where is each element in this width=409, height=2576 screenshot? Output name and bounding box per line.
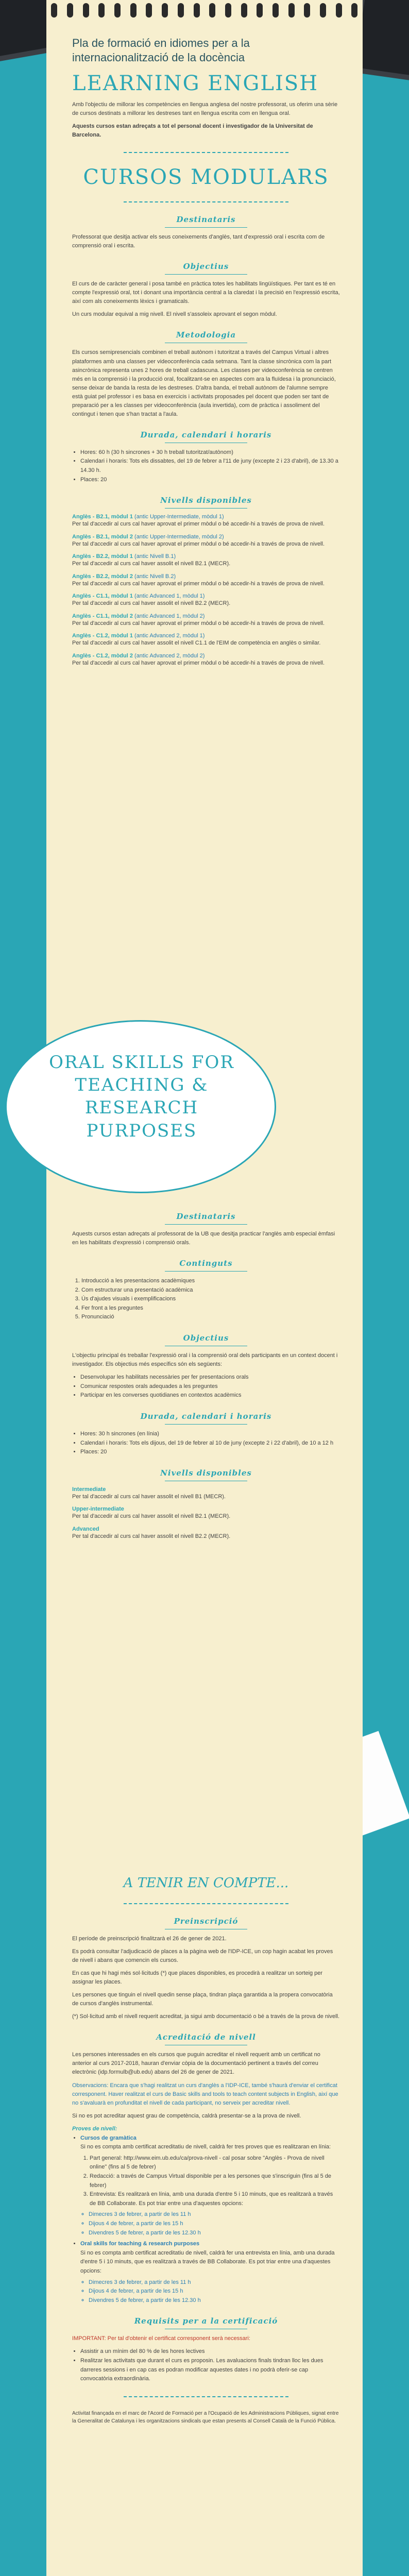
page-header-title: Pla de formació en idiomes per a la internacionalització de la docència bbox=[72, 37, 250, 64]
level-sub[interactable]: (antic Nivell B.2) bbox=[134, 573, 176, 580]
modular-obj-title: Objectius bbox=[183, 262, 229, 272]
level-desc: Per tal d'accedir al curs cal haver assolit el nivell B2.1 (MECR). bbox=[72, 561, 231, 567]
level-item bbox=[72, 534, 340, 549]
modular-obj-text1: El curs de de caràcter general i posa també en pràctica totes les habilitats lingüístiques. Per tant es té en compte l'expressió oral, tot i donant una importància central a la claredat i la precisió en l'expressió escrita, així com als coneixements lèxics i gramaticals. bbox=[72, 281, 340, 305]
heading-rule bbox=[165, 274, 247, 275]
level-item bbox=[72, 1486, 340, 1501]
level-desc: Per tal d'accedir al curs cal haver assolit el nivell C1.1 de l'EIM de competència en anglès o similar. bbox=[72, 640, 321, 647]
heading-rule bbox=[165, 227, 247, 228]
pre-text3: En cas que hi hagi més sol·licituds (*) que places disponibles, es procedirà a realitzar un sorteig per assignar les places. bbox=[72, 1970, 323, 1986]
proves-title: Proves de nivell: bbox=[72, 2125, 117, 2132]
pre-text4: Les persones que tinguin el nivell quedin sense plaça, tindran plaça garantida a la propera convocatòria de cursos d'anglès instrumental. bbox=[72, 1992, 333, 2007]
list-item: 5. Pronunciació bbox=[81, 1313, 340, 1322]
oral-dest-text: Aquests cursos estan adreçats al professorat de la UB que desitja practicar l'anglès amb especial èmfasi en les habilitats d'expressió i comprensió orals. bbox=[72, 1231, 335, 1246]
level-name: Anglès - B2.2, mòdul 2 bbox=[72, 573, 133, 580]
list-item: 3. Entrevista: Es realitzarà en línia, amb una durada d'entre 5 i 10 minuts, que es realitzarà a través de BB Collaborate. Es pot triar entre una d'aquestes opcions: bbox=[90, 2190, 340, 2208]
oral-dur-list bbox=[80, 1430, 340, 1457]
list-item: ◦ Dijous 4 de febrer, a partir de les 15 h bbox=[89, 2287, 340, 2296]
list-item: 2. Com estructurar una presentació acadèmica bbox=[81, 1286, 340, 1295]
level-item bbox=[72, 593, 340, 608]
level-name: Anglès - B2.1, mòdul 2 bbox=[72, 533, 133, 540]
modular-met-text: Els cursos semipresencials combinen el treball autònom i tutoritzat a través del Campus Virtual i altres plataformes amb una classes per videoconferència cada setmana. Tant la classe sincrònica com la part asincrònica representa unes 2 hores de treball cadascuna. Les classes per videoconferència se centren més en la comprensió i la producció oral, focalitzant-se en aspectes com ara la fluïdesa i la pronunciació, sense deixar de banda la resta de les destreses. D'altra banda, el treball autònom de l'alumne sempre està guiat pel professor i es basa en exercicis i activitats proposades pel docent que poden ser tant de preparació per a les classes per videoconferència (aula invertida), com de pràctica i assoliment del contingut i tenen que s'han tractat a l'aula. bbox=[72, 349, 336, 417]
level-desc: Per tal d'accedir al curs cal haver aprovat el primer mòdul o bé accedir-hi a través de prova de nivell. bbox=[72, 620, 325, 626]
cg-opts bbox=[89, 2210, 340, 2238]
heading-rule bbox=[165, 508, 247, 509]
level-name: Anglès - C1.2, mòdul 1 bbox=[72, 633, 133, 639]
level-name: Upper-intermediate bbox=[72, 1506, 124, 1513]
list-item: • Places: 20 bbox=[80, 1448, 340, 1457]
modular-title: CURSOS MODULARS bbox=[83, 165, 329, 190]
oral-dur-title: Durada, calendari i horaris bbox=[140, 1411, 272, 1421]
tenir-title: A TENIR EN COMPTE... bbox=[123, 1875, 289, 1891]
list-item: • Comunicar respostes orals adequades a les preguntes bbox=[80, 1382, 340, 1392]
heading-rule bbox=[165, 1271, 247, 1272]
list-item: ◦ Dimecres 3 de febrer, a partir de les 11 h bbox=[89, 2210, 340, 2219]
list-item bbox=[80, 2134, 340, 2238]
acc-text2: Observacions: Encara que s'hagi realitzat un curs d'anglès a l'IDP-ICE, també s'haurà d'enviar el certificat corresponent. Haver realitzat el curs de Basic skills and tools to teach content subjects in English, així que no s'avaluarà en profunditat el nivell de cada participant, no serveix per acreditar nivell. bbox=[72, 2082, 338, 2106]
level-sub[interactable]: (antic Advanced 1, mòdul 1) bbox=[134, 593, 205, 600]
list-item: 3. Ús d'ajudes visuals i exemplificacions bbox=[81, 1295, 340, 1304]
level-sub[interactable]: (antic Advanced 2, mòdul 2) bbox=[134, 652, 205, 659]
level-desc: Per tal d'accedir al curs cal haver assolit el nivell B1 (MECR). bbox=[72, 1493, 226, 1500]
separator bbox=[124, 2396, 288, 2397]
level-item bbox=[72, 1506, 340, 1521]
oral-obj-title: Objectius bbox=[183, 1333, 229, 1343]
list-item: • Hores: 60 h (30 h sincrones + 30 h treball tutoritzat/autònom) bbox=[80, 448, 340, 457]
modular-dur-title: Durada, calendari i horaris bbox=[140, 430, 272, 439]
level-desc: Per tal d'accedir al curs cal haver aprovat el primer mòdul o bé accedir-hi a través de prova de nivell. bbox=[72, 580, 325, 587]
pre-text2: Es podrà consultar l'adjudicació de places a la pàgina web de l'IDP-ICE, un cop hagin acabat les proves de nivell i abans que comencin els cursos. bbox=[72, 1948, 333, 1964]
heading-rule bbox=[165, 1424, 247, 1425]
oral-obj-text: L'objectiu principal és treballar l'expressió oral i la comprensió oral dels participants en un context docent i investigador. Els objectius més específics són els següents: bbox=[72, 1352, 338, 1368]
level-name: Anglès - C1.2, mòdul 2 bbox=[72, 652, 133, 659]
level-desc: Per tal d'accedir al curs cal haver aprovat el primer mòdul o bé accedir-hi a través de prova de nivell. bbox=[72, 659, 325, 666]
oral-cont-list bbox=[81, 1277, 340, 1322]
audience-text: Aquests cursos estan adreçats a tot el personal docent i investigador de la Universitat de Barcelona. bbox=[72, 123, 313, 139]
pre-text5: (*) Sol·licitud amb el nivell requerit acreditat, ja sigui amb documentació o bé a través de la prova de nivell. bbox=[72, 2013, 340, 2020]
os-opts bbox=[89, 2278, 340, 2306]
acc-text3: Si no es pot acreditar aquest grau de competència, caldrà presentar-se a la prova de nivell. bbox=[72, 2112, 301, 2119]
level-item bbox=[72, 633, 340, 648]
acc-title: Acreditació de nivell bbox=[156, 2032, 256, 2042]
modular-met-title: Metodologia bbox=[176, 330, 236, 340]
heading-rule bbox=[165, 1224, 247, 1225]
oral-obj-list bbox=[80, 1373, 340, 1400]
list-item: • Hores: 30 h sincrones (en línia) bbox=[80, 1430, 340, 1439]
level-item bbox=[72, 653, 340, 668]
pre-text1: El període de preinscripció finalitzarà el 26 de gener de 2021. bbox=[72, 1936, 227, 1942]
pre-title: Preinscripció bbox=[174, 1917, 238, 1926]
level-item bbox=[72, 613, 340, 628]
level-name: Intermediate bbox=[72, 1486, 106, 1493]
level-item bbox=[72, 514, 340, 529]
list-item: ◦ Dimecres 3 de febrer, a partir de les 11 h bbox=[89, 2278, 340, 2287]
req-text: IMPORTANT: Per tal d'obtenir el certificat corresponent serà necessari: bbox=[72, 2335, 250, 2342]
level-sub[interactable]: (antic Upper-Intermediate, mòdul 2) bbox=[134, 533, 224, 540]
modular-dest-text: Professorat que desitja activar els seus coneixements d'anglès, tant d'expressió oral i escrita com de comprensió oral i escrita. bbox=[72, 234, 325, 249]
separator bbox=[124, 201, 288, 202]
cg-title: Cursos de gramàtica bbox=[80, 2134, 137, 2141]
level-item bbox=[72, 1526, 340, 1541]
modular-obj-text2: Un curs modular equival a mig nivell. El nivell s'assoleix aprovant el segon mòdul. bbox=[72, 311, 277, 318]
level-desc: Per tal d'accedir al curs cal haver aprovat el primer mòdul o bé accedir-hi a través de prova de nivell. bbox=[72, 540, 325, 547]
oral-content bbox=[72, 1200, 340, 1540]
separator bbox=[124, 1903, 288, 1904]
level-name: Advanced bbox=[72, 1526, 99, 1532]
level-name: Anglès - C1.1, mòdul 1 bbox=[72, 593, 133, 600]
level-desc: Per tal d'accedir al curs cal haver assolit el nivell B2.2 (MECR). bbox=[72, 1533, 231, 1539]
level-name: Anglès - B2.2, mòdul 1 bbox=[72, 553, 133, 560]
binder-rings bbox=[46, 0, 363, 21]
proves-list bbox=[80, 2134, 340, 2306]
list-item: ◦ Dijous 4 de febrer, a partir de les 15 h bbox=[89, 2219, 340, 2229]
info-content bbox=[72, 1865, 340, 2430]
oral-lvl-title: Nivells disponibles bbox=[160, 1468, 252, 1478]
level-name: Anglès - C1.1, mòdul 2 bbox=[72, 613, 133, 619]
req-list bbox=[80, 2347, 340, 2383]
learning-english-title: LEARNING ENGLISH bbox=[72, 72, 319, 95]
list-item: ◦ Divendres 5 de febrer, a partir de les 12.30 h bbox=[89, 2229, 340, 2238]
level-sub[interactable]: (antic Upper-Intermediate, mòdul 1) bbox=[134, 514, 224, 520]
cg-steps bbox=[90, 2154, 340, 2209]
acc-text1: Les persones interessades en els cursos que puguin acreditar el nivell requerit amb un certificat no anterior al curs 2017-2018, hauran d'enviar còpia de la documentació pertinent a través del correu electrònic (idp.formulb@ub.edu) abans del 26 de gener de 2021. bbox=[72, 2052, 320, 2076]
list-item: • Assistir a un mínim del 80 % de les hores lectives bbox=[80, 2347, 340, 2357]
level-name: Anglès - B2.1, mòdul 1 bbox=[72, 514, 133, 520]
modular-dest-title: Destinataris bbox=[176, 215, 236, 225]
list-item: • Calendari i horaris: Tots els dijous, del 19 de febrer al 10 de juny (excepte 2 i 22 d'abril), de 10 a 12 h bbox=[80, 1439, 340, 1448]
list-item: 1. Introducció a les presentacions acadèmiques bbox=[81, 1277, 340, 1286]
list-item bbox=[80, 2240, 340, 2305]
os-text: Si no es compta amb certificat acreditatiu de nivell, caldrà fer una entrevista en línia, amb una durada d'entre 5 i 10 minuts, que es realitzarà a través de BB Collaborate. Es pot triar entre una d'aquestes opcions: bbox=[80, 2249, 335, 2275]
list-item: • Places: 20 bbox=[80, 476, 340, 485]
list-item: • Participar en les converses quotidianes en contextos acadèmics bbox=[80, 1391, 340, 1400]
list-item: 2. Redacció: a través de Campus Virtual disponible per a les persones que s'inscriguin (fins al 5 de febrer) bbox=[90, 2172, 340, 2190]
level-item bbox=[72, 573, 340, 588]
list-item: ◦ Divendres 5 de febrer, a partir de les 12.30 h bbox=[89, 2296, 340, 2306]
oral-dest-title: Destinataris bbox=[176, 1212, 236, 1221]
level-sub[interactable]: (antic Nivell B.1) bbox=[134, 553, 176, 560]
list-item[interactable]: 1. Part general: http://www.eim.ub.edu/ca/prova-nivell - cal posar sobre "Anglès - Prova de nivell online" (fins al 5 de febrer) bbox=[90, 2154, 340, 2172]
list-item: • Desenvolupar les habilitats necessàries per fer presentacions orals bbox=[80, 1373, 340, 1382]
modular-dur-list bbox=[80, 448, 340, 484]
level-sub[interactable]: (antic Advanced 1, mòdul 2) bbox=[134, 613, 205, 619]
footer-text: Activitat finançada en el marc de l'Acord de Formació per a l'Ocupació de les Administracions Públiques, signat entre la Generalitat de Catalunya i les organitzacions sindicals que estan presents al Consell Català de la Funció Pública. bbox=[72, 2410, 339, 2425]
modular-lvl-title: Nivells disponibles bbox=[160, 496, 252, 505]
level-desc: Per tal d'accedir al curs cal haver aprovat el primer mòdul o bé accedir-hi a través de prova de nivell. bbox=[72, 521, 325, 528]
separator bbox=[124, 152, 288, 153]
req-title: Requisits per a la certificació bbox=[134, 2316, 278, 2326]
level-desc: Per tal d'accedir al curs cal haver assolit el nivell B2.1 (MECR). bbox=[72, 1513, 231, 1520]
oral-cont-title: Continguts bbox=[179, 1259, 233, 1268]
cg-text: Si no es compta amb certificat acreditatiu de nivell, caldrà fer tres proves que es realitzaran en línia: bbox=[80, 2144, 331, 2150]
list-item: • Realitzar les activitats que durant el curs es proposin. Les avaluacions finals tindran lloc les dues darreres sessions i en cap cas es podran modificar aquestes dates i no podrà oferir-se cap convocatòria extraordinària. bbox=[80, 2357, 340, 2384]
list-item: • Calendari i horaris: Tots els dissabtes, del 19 de febrer a l'11 de juny (excepte 2 i 23 d'abril), de 13.30 a 14.30 h. bbox=[80, 457, 340, 475]
intro-text: Amb l'objectiu de millorar les competències en llengua anglesa del nostre professorat, us oferim una sèrie de cursos destinats a millorar les destreses tant en llengua escrita com en llengua oral. bbox=[72, 101, 338, 117]
os-title: Oral skills for teaching & research purposes bbox=[80, 2241, 200, 2247]
level-sub[interactable]: (antic Advanced 2, mòdul 1) bbox=[134, 633, 205, 639]
level-desc: Per tal d'accedir al curs cal haver assolit el nivell B2.2 (MECR). bbox=[72, 600, 231, 607]
list-item: 4. Fer front a les preguntes bbox=[81, 1304, 340, 1313]
level-item bbox=[72, 553, 340, 568]
main-content bbox=[72, 36, 340, 667]
oral-skills-title: ORAL SKILLS FOR TEACHING & RESEARCH PURPOSES bbox=[49, 1052, 234, 1141]
